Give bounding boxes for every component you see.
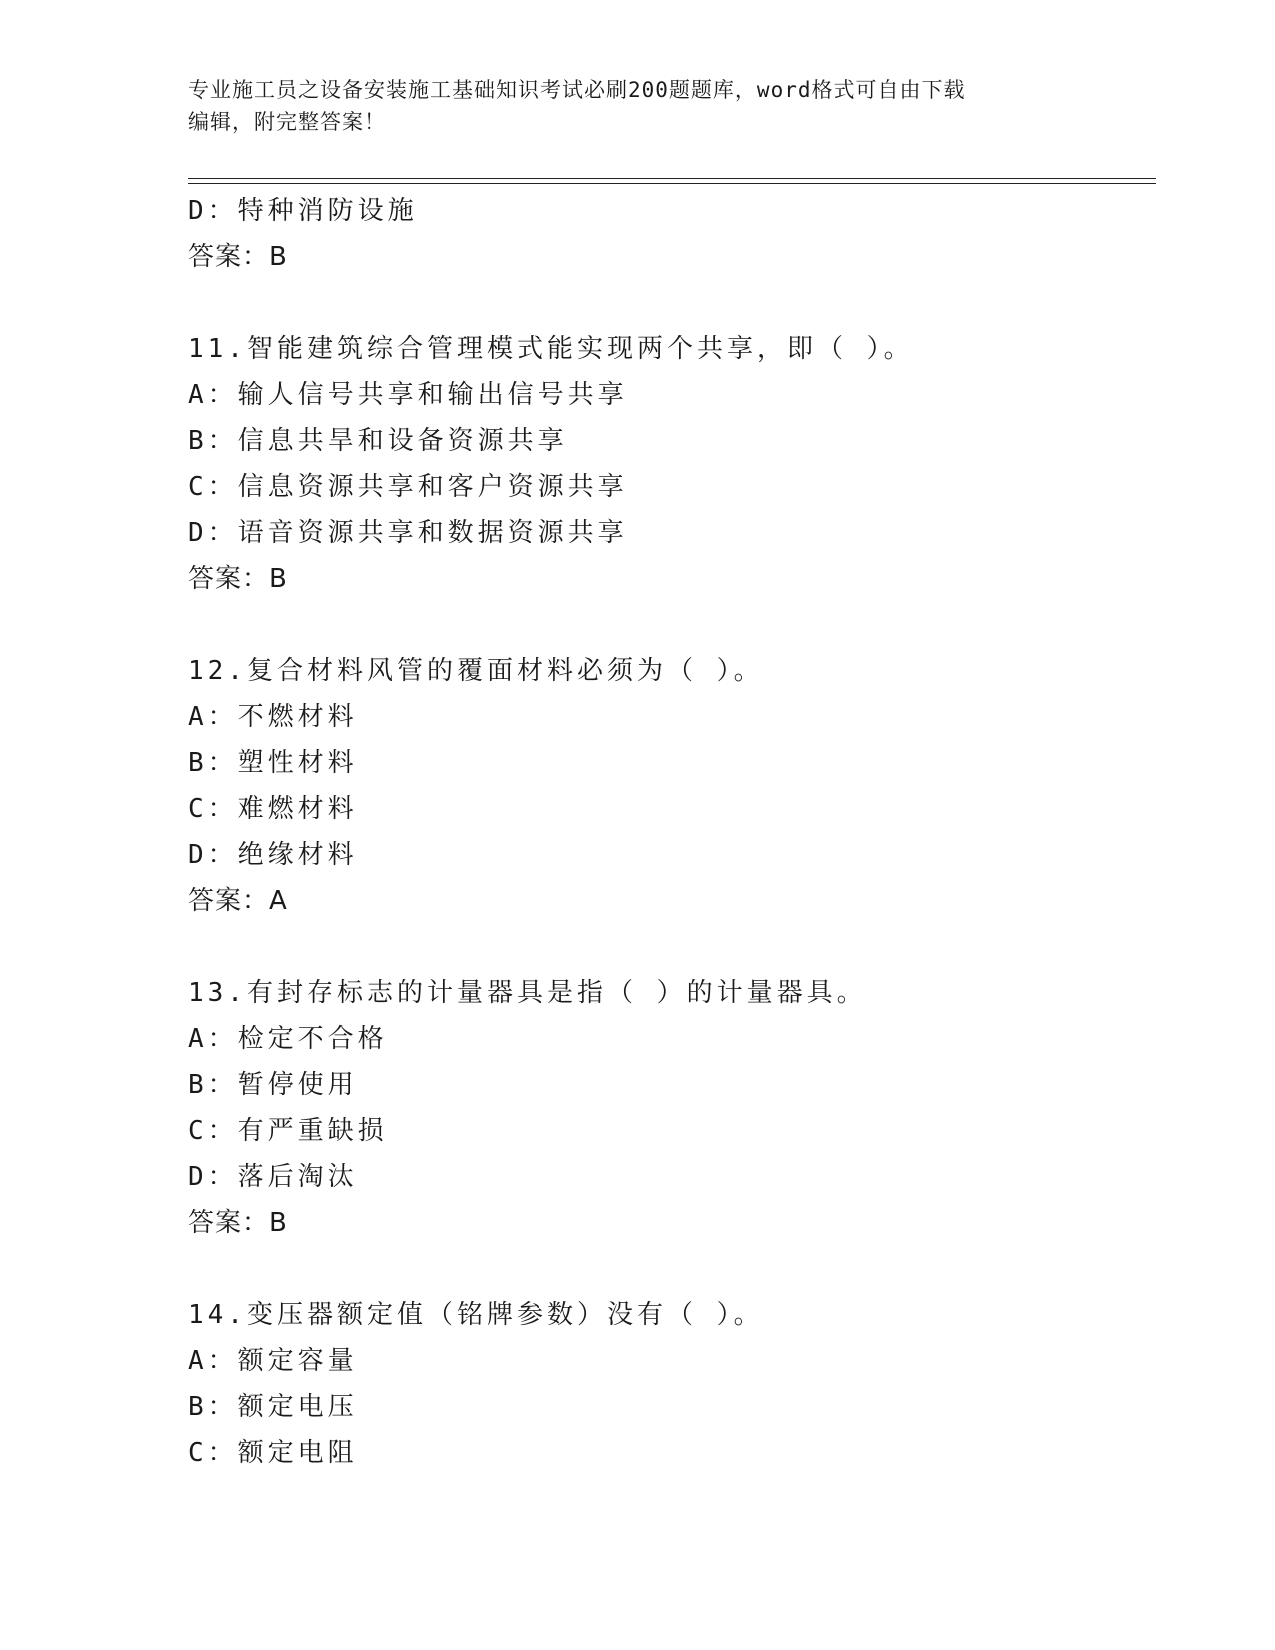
spacer: [188, 280, 1156, 326]
option-a: A：不燃材料: [188, 702, 358, 732]
option-a: A：检定不合格: [188, 1024, 388, 1054]
header-line-2: 编辑，附完整答案！: [188, 110, 386, 134]
question-list: [188, 188, 1156, 1476]
option-d: D：语音资源共享和数据资源共享: [188, 518, 628, 548]
answer-line: 答案：B: [188, 1208, 288, 1238]
option-d: D：特种消防设施: [188, 196, 418, 226]
header-divider-bottom: [188, 183, 1156, 184]
option-a: A：输人信号共享和输出信号共享: [188, 380, 628, 410]
answer-line: 答案：A: [188, 886, 288, 916]
option-b: B：额定电压: [188, 1392, 358, 1422]
question-stem: 11.智能建筑综合管理模式能实现两个共享，即（ ）。: [188, 334, 914, 364]
option-b: B：信息共旱和设备资源共享: [188, 426, 568, 456]
spacer: [188, 1246, 1156, 1292]
question-11: [188, 326, 1156, 602]
header-divider-top: [188, 178, 1156, 179]
answer-line: 答案：B: [188, 242, 288, 272]
question-13: [188, 970, 1156, 1246]
option-a: A：额定容量: [188, 1346, 358, 1376]
option-c: C：难燃材料: [188, 794, 358, 824]
option-c: C：有严重缺损: [188, 1116, 388, 1146]
question-stem: 13.有封存标志的计量器具是指（ ）的计量器具。: [188, 978, 867, 1008]
question-12: [188, 648, 1156, 924]
spacer: [188, 602, 1156, 648]
spacer: [188, 924, 1156, 970]
question-stem: 12.复合材料风管的覆面材料必须为（ ）。: [188, 656, 764, 686]
option-b: B：暂停使用: [188, 1070, 358, 1100]
option-c: C：信息资源共享和客户资源共享: [188, 472, 628, 502]
option-d: D：落后淘汰: [188, 1162, 358, 1192]
option-c: C：额定电阻: [188, 1438, 358, 1468]
option-d: D：绝缘材料: [188, 840, 358, 870]
question-14: [188, 1292, 1156, 1476]
previous-question-tail: [188, 188, 1156, 280]
answer-line: 答案：B: [188, 564, 288, 594]
question-stem: 14.变压器额定值（铭牌参数）没有（ ）。: [188, 1300, 764, 1330]
document-header: [188, 74, 1088, 138]
option-b: B：塑性材料: [188, 748, 358, 778]
header-line-1: 专业施工员之设备安装施工基础知识考试必刷200题题库，word格式可自由下载: [188, 78, 966, 102]
